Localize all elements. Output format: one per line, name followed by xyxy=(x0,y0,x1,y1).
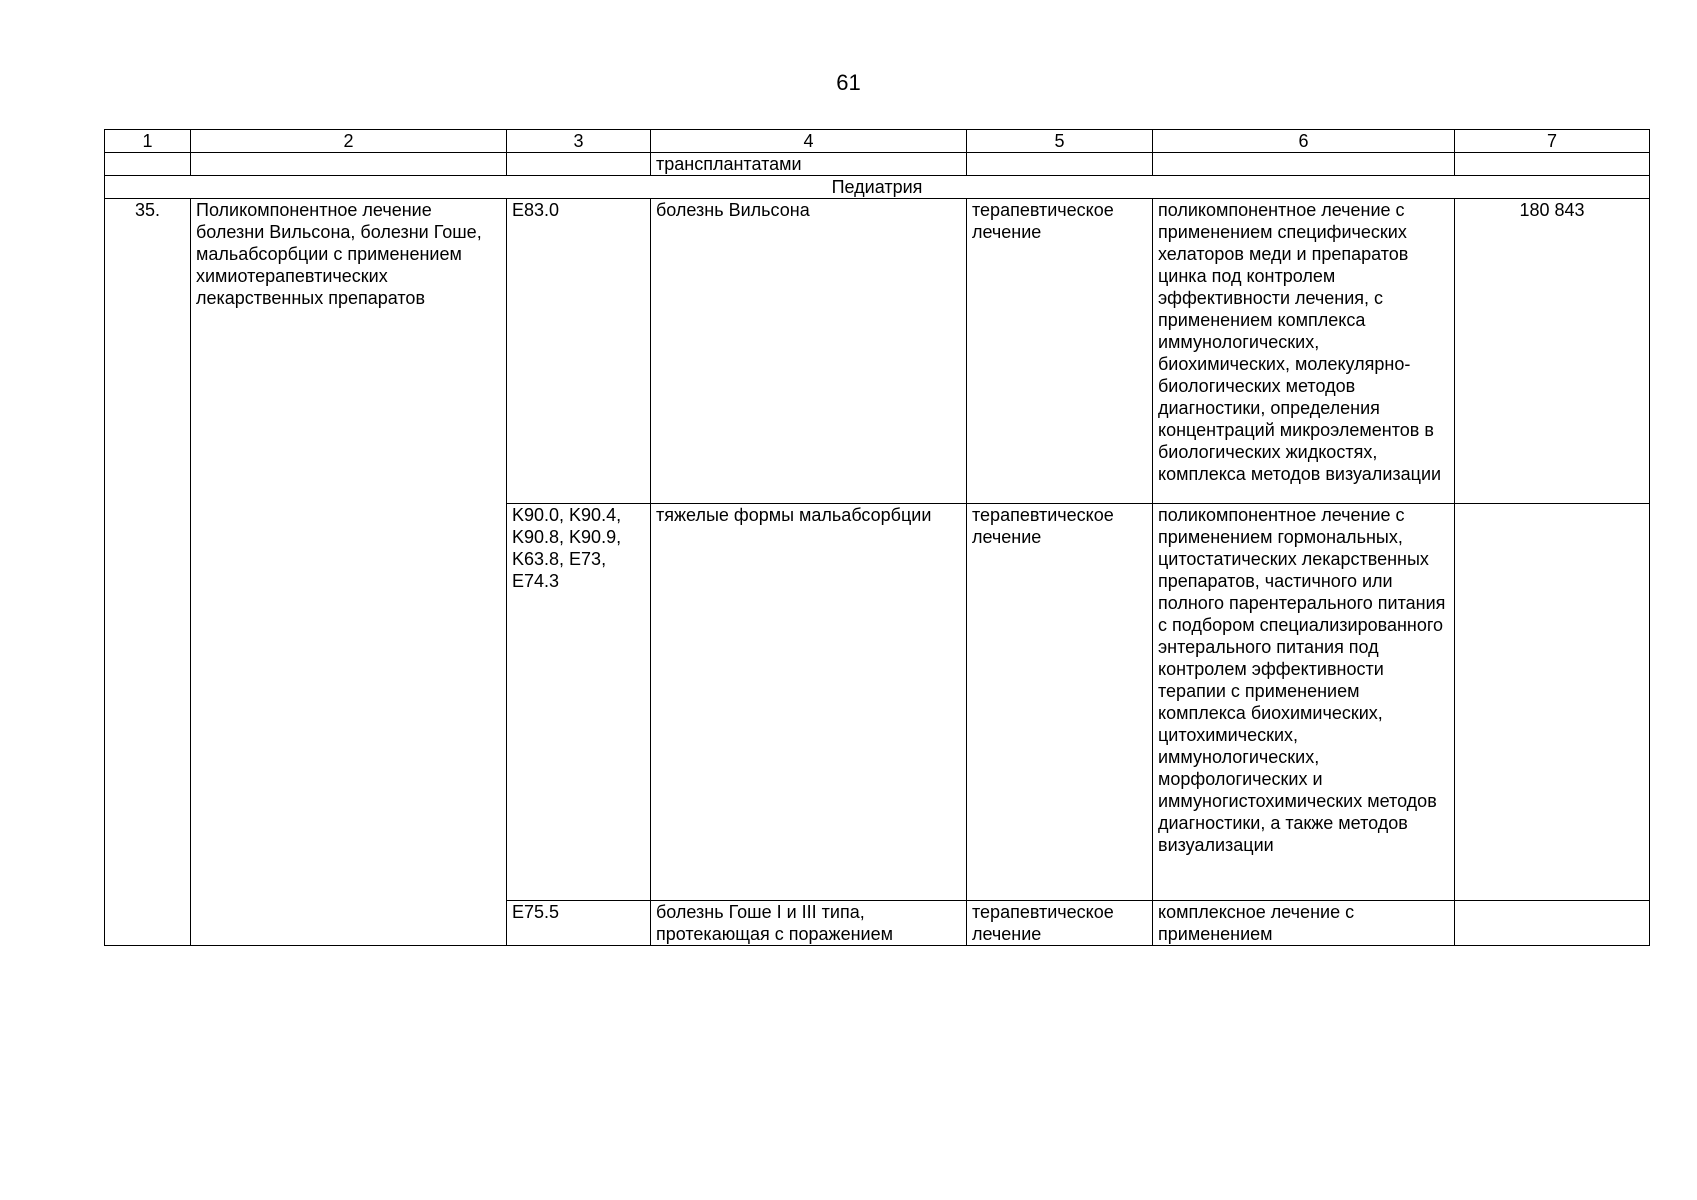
cost-value: 180 843 xyxy=(1455,199,1650,504)
empty-cell xyxy=(507,153,651,176)
entry-number: 35. xyxy=(105,199,191,946)
section-title: Педиатрия xyxy=(105,176,1650,199)
empty-cell xyxy=(967,153,1153,176)
section-row xyxy=(105,176,1650,199)
treatment-type: терапевтическое лечение xyxy=(967,199,1153,504)
empty-cell xyxy=(1153,153,1455,176)
diagnosis-codes: E75.5 xyxy=(507,901,651,946)
empty-cell xyxy=(1455,901,1650,946)
continuation-row xyxy=(105,153,1650,176)
treatment-type: терапевтическое лечение xyxy=(967,901,1153,946)
treatment-method: поликомпонентное лечение с применением специфических хелаторов меди и препаратов цинка под контролем эффективности лечения, с применением комплекса иммунологических, биохимических, молекулярно-биологических методов диагностики, определения концентраций микроэлементов в биологических жидкостях, комплекса методов визуализации xyxy=(1153,199,1455,504)
treatment-type: терапевтическое лечение xyxy=(967,504,1153,901)
empty-cell xyxy=(105,153,191,176)
empty-cell xyxy=(1455,504,1650,901)
patient-model: тяжелые формы мальабсорбции xyxy=(651,504,967,901)
table-row xyxy=(105,199,1650,504)
diagnosis-codes: E83.0 xyxy=(507,199,651,504)
treatment-method: комплексное лечение с применением xyxy=(1153,901,1455,946)
column-number-cell: 2 xyxy=(191,130,507,153)
column-number-cell: 5 xyxy=(967,130,1153,153)
patient-model: болезнь Гоше I и III типа, протекающая с поражением xyxy=(651,901,967,946)
patient-model: болезнь Вильсона xyxy=(651,199,967,504)
column-number-row xyxy=(105,130,1650,153)
empty-cell xyxy=(1455,153,1650,176)
diagnosis-codes: K90.0, K90.4, K90.8, K90.9, K63.8, E73, E74.3 xyxy=(507,504,651,901)
column-number-cell: 3 xyxy=(507,130,651,153)
page-number: 61 xyxy=(836,70,861,95)
column-number-cell: 1 xyxy=(105,130,191,153)
continuation-model-cell: трансплантатами xyxy=(651,153,967,176)
treatment-method: поликомпонентное лечение с применением гормональных, цитостатических лекарственных препаратов, частичного или полного парентерального питания с подбором специализированного энтерального питания под контролем эффективности терапии с применением комплекса биохимических, цитохимических, иммунологических, морфологических и иммуногистохимических методов диагностики, а также методов визуализации xyxy=(1153,504,1455,901)
empty-cell xyxy=(191,153,507,176)
entry-name: Поликомпонентное лечение болезни Вильсона, болезни Гоше, мальабсорбции с применением химиотерапевтических лекарственных препаратов xyxy=(191,199,507,946)
column-number-cell: 6 xyxy=(1153,130,1455,153)
column-number-cell: 4 xyxy=(651,130,967,153)
medical-care-table xyxy=(104,129,1650,946)
column-number-cell: 7 xyxy=(1455,130,1650,153)
